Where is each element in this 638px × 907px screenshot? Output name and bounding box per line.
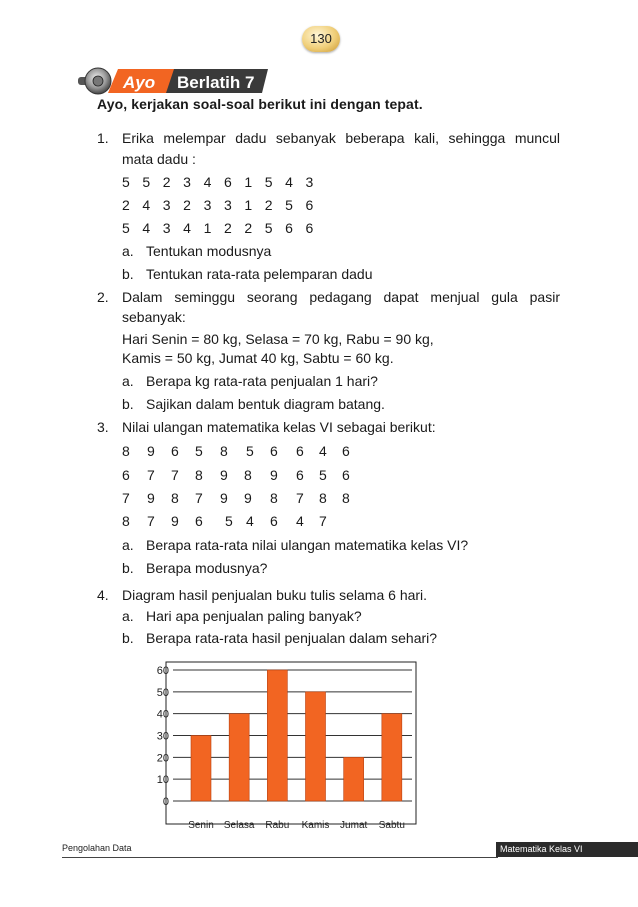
question-number: 1. [97, 130, 109, 146]
q4-sub-b: b. Berapa rata-rata hasil penjualan dalam sehari? [122, 630, 438, 646]
x-tick-label: Jumat [340, 820, 368, 831]
y-tick-label: 0 [162, 796, 169, 808]
y-tick-label: 50 [156, 686, 169, 699]
page-number: 130 [302, 26, 340, 52]
ayo-berlatih-banner [78, 66, 268, 96]
footer-chapter: Pengolahan Data [62, 843, 132, 853]
question-1-line2: mata dadu : [122, 151, 196, 167]
y-tick-label: 30 [156, 730, 169, 743]
question-text: Dalam seminggu seorang pedagang dapat menjual gula pasir [122, 289, 560, 305]
x-tick-label: Kamis [301, 820, 330, 831]
q1-sub-b: b. Tentukan rata-rata pelemparan dadu [122, 266, 373, 282]
bar-senin [191, 736, 211, 802]
y-tick-label: 10 [156, 774, 169, 787]
bar-kamis [306, 692, 326, 801]
footer-book-title: Matematika Kelas VI [496, 842, 638, 857]
question-number: 2. [97, 289, 109, 305]
banner-graphic [78, 66, 268, 96]
question-number: 3. [97, 419, 109, 435]
question-2-line2: sebanyak: [122, 309, 186, 325]
dice-row-1: 5 5 2 3 4 6 1 5 4 3 [122, 174, 314, 190]
chart-svg [140, 660, 420, 840]
dice-row-2: 2 4 3 2 3 3 1 2 5 6 [122, 197, 314, 213]
y-tick-label: 20 [156, 752, 169, 765]
question-number: 4. [97, 587, 109, 603]
banner-berlatih: Berlatih 7 [177, 73, 255, 92]
question-text: Diagram hasil penjualan buku tulis selama 6 hari. [122, 587, 428, 603]
x-tick-label: Sabtu [378, 820, 405, 831]
banner-ayo: Ayo [123, 73, 156, 92]
question-text: Nilai ulangan matematika kelas VI sebagai berikut: [122, 419, 436, 435]
bar-selasa [229, 714, 249, 801]
instruction: Ayo, kerjakan soal-soal berikut ini dengan tepat. [97, 96, 423, 112]
q4-sub-a: a. Hari apa penjualan paling banyak? [122, 608, 362, 624]
question-2-line4: Kamis = 50 kg, Jumat 40 kg, Sabtu = 60 kg. [122, 350, 394, 366]
bar-sabtu [382, 714, 402, 801]
question-2-line3: Hari Senin = 80 kg, Selasa = 70 kg, Rabu = 90 kg, [122, 331, 434, 347]
q3-sub-b: b. Berapa modusnya? [122, 560, 268, 576]
y-tick-label: 60 [156, 665, 169, 677]
x-tick-label: Senin [188, 820, 214, 831]
x-tick-label: Selasa [223, 820, 255, 831]
bar-jumat [344, 757, 364, 801]
bar-rabu [267, 670, 287, 801]
sales-bar-chart [140, 660, 420, 840]
x-tick-label: Rabu [265, 820, 290, 831]
footer-divider [62, 857, 498, 858]
dice-row-3: 5 4 3 4 1 2 2 5 6 6 [122, 220, 314, 236]
q2-sub-a: a. Berapa kg rata-rata penjualan 1 hari? [122, 373, 378, 389]
question-text: Erika melempar dadu sebanyak beberapa kali, sehingga muncul [122, 130, 560, 146]
q1-sub-a: a. Tentukan modusnya [122, 243, 272, 259]
q3-sub-a: a. Berapa rata-rata nilai ulangan matematika kelas VI? [122, 537, 469, 553]
y-tick-label: 40 [156, 708, 169, 721]
q2-sub-b: b. Sajikan dalam bentuk diagram batang. [122, 396, 385, 412]
